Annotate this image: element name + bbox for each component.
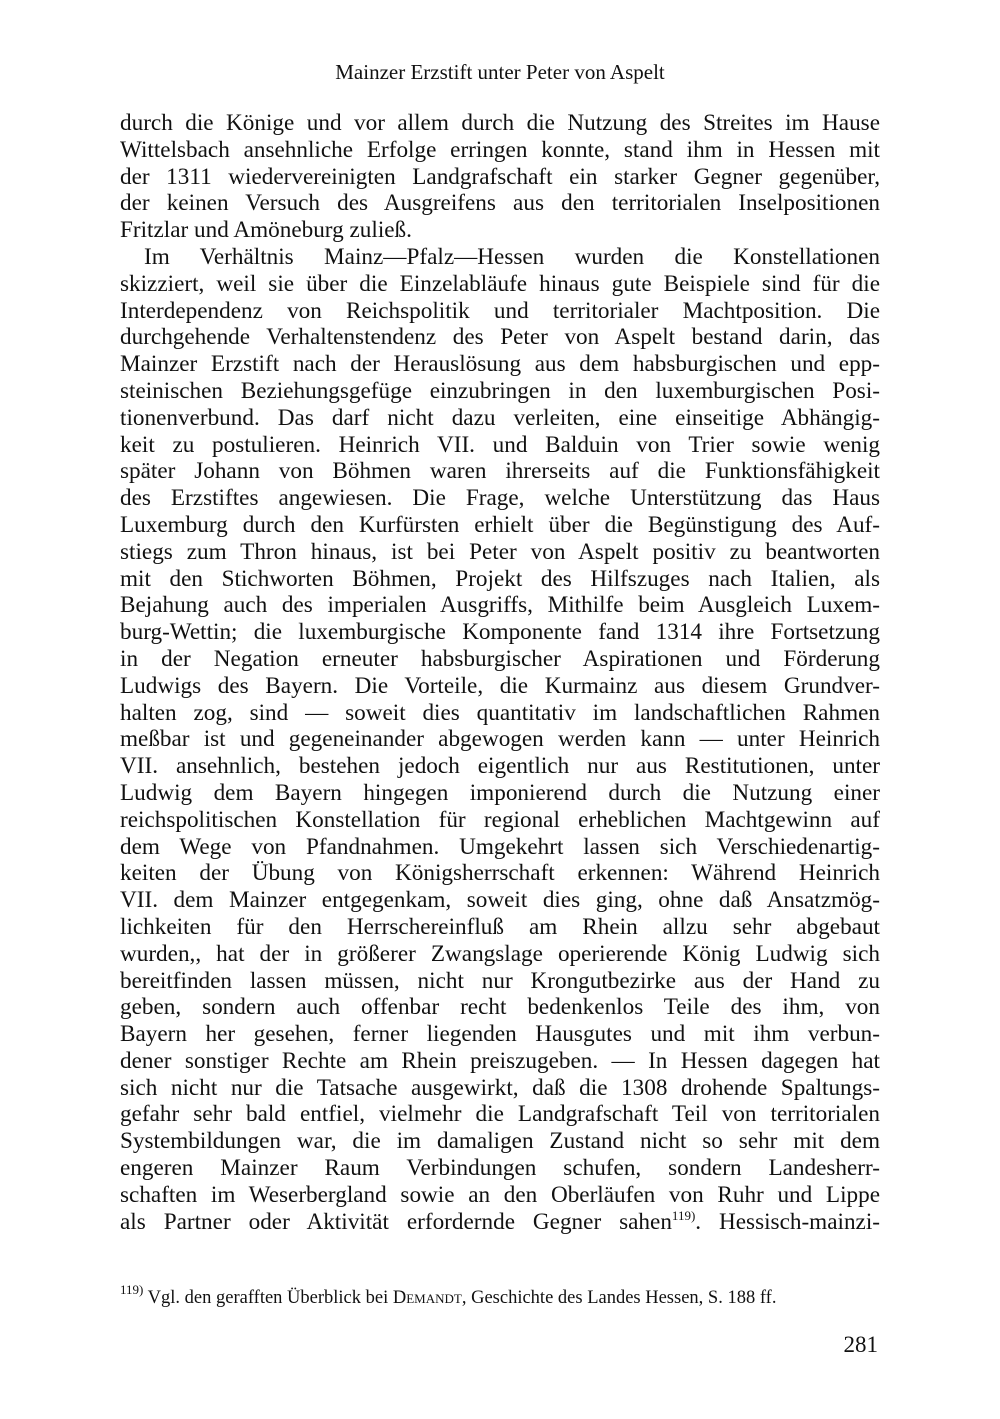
text-line: Systembildungen war, die im damaligen Zustand nicht so sehr mit dem [120, 1128, 880, 1155]
text-line: VII. dem Mainzer entgegenkam, soweit dies ging, ohne daß Ansatzmög- [120, 887, 880, 914]
text-line: mit den Stichworten Böhmen, Projekt des Hilfszuges nach Italien, als [120, 565, 880, 592]
text-line: Fritzlar und Amöneburg zuließ. [120, 217, 412, 244]
text-segment: . Hessisch-mainzi- [695, 1208, 880, 1235]
text-line: durch die Könige und vor allem durch die Nutzung des Streites im Hause [120, 110, 880, 136]
text-line: Wittelsbach ansehnliche Erfolge erringen konnte, stand ihm in Hessen mit [120, 136, 880, 163]
text-line: gefahr sehr bald entfiel, vielmehr die Landgrafschaft Teil von territorialen [120, 1101, 880, 1128]
text-line: steinischen Beziehungsgefüge einzubringen in den luxemburgischen Posi- [120, 377, 880, 404]
text-line: dener sonstiger Rechte am Rhein preiszugeben. — In Hessen dagegen hat [120, 1047, 880, 1074]
text-line: der 1311 wiedervereinigten Landgrafschaft ein starker Gegner gegenüber, [120, 163, 880, 190]
page-number: 281 [843, 1332, 878, 1357]
text-line: Im Verhältnis Mainz—Pfalz—Hessen wurden die Konstellationen [144, 243, 880, 270]
text-line: wurden,, hat der in größerer Zwangslage operierende König Ludwig sich [120, 940, 880, 967]
text-line: Mainzer Erzstift nach der Herauslösung aus dem habsburgischen und epp- [120, 351, 880, 378]
text-line: Interdependenz von Reichspolitik und territorialer Machtposition. Die [120, 297, 880, 324]
text-line: halten zog, sind — soweit dies quantitativ im landschaftlichen Rahmen [120, 699, 880, 726]
text-line: Bayern her gesehen, ferner liegenden Hausgutes und mit ihm verbun- [120, 1021, 880, 1048]
text-line: meßbar ist und gegeneinander abgewogen werden kann — unter Heinrich [120, 726, 880, 753]
text-line: in der Negation erneuter habsburgischer Aspirationen und Förderung [120, 645, 880, 672]
text-line: schaften im Weserbergland sowie an den Oberläufen von Ruhr und Lippe [120, 1181, 880, 1208]
text-line: Ludwig dem Bayern hingegen imponierend durch die Nutzung einer [120, 779, 880, 806]
footnote-citation: , Geschichte des Landes Hessen, S. 188 ff. [461, 1288, 777, 1308]
text-line: der keinen Versuch des Ausgreifens aus den territorialen Inselpositionen [120, 190, 880, 217]
text-line-with-footnote-ref [120, 1209, 880, 1236]
text-line: sich nicht nur die Tatsache ausgewirkt, daß die 1308 drohende Spaltungs- [120, 1074, 880, 1101]
running-head: Mainzer Erzstift unter Peter von Aspelt [335, 60, 665, 84]
text-line: burg-Wettin; die luxemburgische Komponente fand 1314 ihre Fortsetzung [120, 619, 880, 646]
text-line: VII. ansehnlich, bestehen jedoch eigentlich nur aus Restitutionen, unter [120, 753, 880, 780]
footnote-reference[interactable]: 119) [671, 1207, 696, 1223]
text-line: lichkeiten für den Herrschereinfluß am Rhein allzu sehr abgebaut [120, 913, 880, 940]
text-line: keit zu postulieren. Heinrich VII. und Balduin von Trier sowie wenig [120, 431, 880, 458]
text-line: skizziert, weil sie über die Einzelabläufe hinaus gute Beispiele sind für die [120, 270, 880, 297]
text-line: stiegs zum Thron hinaus, ist bei Peter von Aspelt positiv zu beantworten [120, 538, 880, 565]
text-line: Luxemburg durch den Kurfürsten erhielt über die Begünstigung des Auf- [120, 511, 880, 538]
text-line: dem Wege von Pfandnahmen. Umgekehrt lassen sich Verschiedenartig- [120, 833, 880, 860]
body-text [120, 110, 880, 1235]
text-line: Ludwigs des Bayern. Die Vorteile, die Kurmainz aus diesem Grundver- [120, 672, 880, 699]
text-line: später Johann von Böhmen waren ihrerseits auf die Funktionsfähigkeit [120, 458, 880, 485]
footnote [120, 1282, 880, 1311]
text-line: reichspolitischen Konstellation für regional erheblichen Machtgewinn auf [120, 806, 880, 833]
text-segment: als Partner oder Aktivität erfordernde Gegner sahen [120, 1208, 672, 1235]
text-line: keiten der Übung von Königsherrschaft erkennen: Während Heinrich [120, 860, 880, 887]
footnote-marker: 119) [120, 1282, 144, 1297]
footnote-author: Demandt [392, 1288, 462, 1308]
text-line: engeren Mainzer Raum Verbindungen schufen, sondern Landesherr- [120, 1155, 880, 1182]
text-line: bereitfinden lassen müssen, nicht nur Krongutbezirke aus der Hand zu [120, 967, 880, 994]
text-line: des Erzstiftes angewiesen. Die Frage, welche Unterstützung das Haus [120, 485, 880, 512]
text-line: tionenverbund. Das darf nicht dazu verleiten, eine einseitige Abhängig- [120, 404, 880, 431]
footnote-text: Vgl. den gerafften Überblick bei [147, 1288, 389, 1308]
text-line: geben, sondern auch offenbar recht bedenkenlos Teile des ihm, von [120, 994, 880, 1021]
text-line: durchgehende Verhaltenstendenz des Peter von Aspelt bestand darin, das [120, 324, 880, 351]
text-line: Bejahung auch des imperialen Ausgriffs, Mithilfe beim Ausgleich Luxem- [120, 592, 880, 619]
